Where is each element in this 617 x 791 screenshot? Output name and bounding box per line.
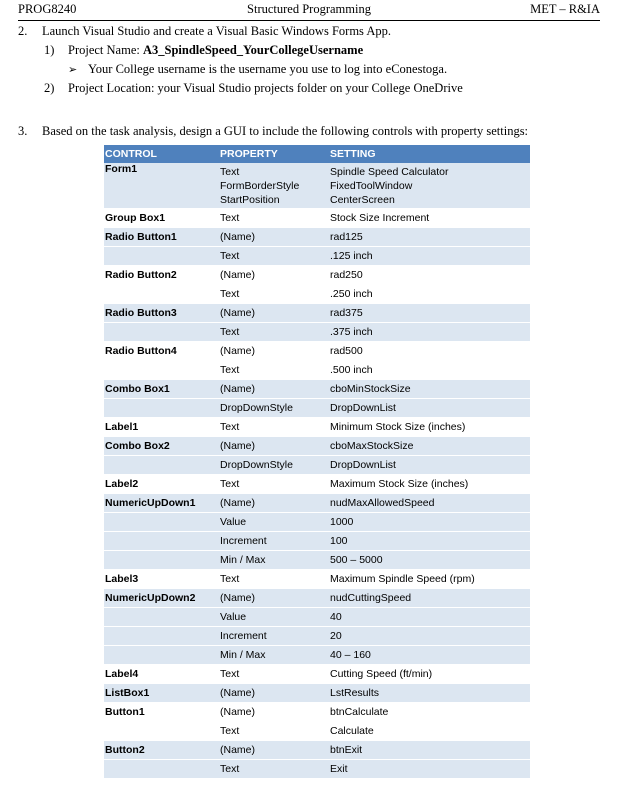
setting-cell [330, 551, 530, 570]
course-title: Structured Programming [247, 2, 371, 16]
table-row [104, 266, 530, 285]
control-cell [104, 247, 220, 266]
table-row [104, 285, 530, 304]
property-cell [220, 494, 330, 513]
control-cell [104, 456, 220, 475]
setting-cell [330, 475, 530, 494]
setting-value: 500 – 5000 [330, 554, 383, 566]
table-row [104, 361, 530, 380]
property-cell [220, 532, 330, 551]
setting-cell [330, 608, 530, 627]
control-name: Button1 [105, 706, 145, 718]
table-row [104, 532, 530, 551]
control-property-table [104, 145, 530, 779]
property-cell [220, 380, 330, 399]
step-3 [18, 124, 528, 139]
setting-value: cboMinStockSize [330, 383, 411, 395]
control-name: NumericUpDown1 [105, 497, 196, 509]
control-cell [104, 646, 220, 665]
control-cell [104, 722, 220, 741]
property-name: (Name) [220, 231, 256, 243]
step-2-sub-2-number: 2) [44, 81, 55, 95]
setting-value: Spindle Speed Calculator [330, 165, 449, 178]
control-cell [104, 513, 220, 532]
username-note: Your College username is the username you use to log into eConestoga. [88, 62, 448, 76]
property-name: DropDownStyle [220, 459, 293, 471]
setting-value: nudMaxAllowedSpeed [330, 497, 435, 509]
setting-cell [330, 665, 530, 684]
setting-cell [330, 494, 530, 513]
property-name: Value [220, 611, 247, 623]
page-header [18, 0, 600, 21]
control-name: NumericUpDown2 [105, 592, 196, 604]
control-cell [104, 684, 220, 703]
step-3-text: Based on the task analysis, design a GUI to include the following controls with property settings: [42, 124, 529, 138]
property-cell [220, 456, 330, 475]
control-cell [104, 494, 220, 513]
table-row [104, 684, 530, 703]
property-cell [220, 228, 330, 247]
property-cell [220, 209, 330, 228]
property-name: (Name) [220, 383, 256, 395]
table-row [104, 741, 530, 760]
control-cell [104, 532, 220, 551]
control-cell [104, 627, 220, 646]
setting-value: cboMaxStockSize [330, 440, 414, 452]
setting-value: Exit [330, 763, 348, 775]
property-cell [220, 342, 330, 361]
control-name: Combo Box2 [105, 440, 170, 452]
step-2-bullet [68, 62, 447, 77]
table-row [104, 399, 530, 418]
control-cell [104, 323, 220, 342]
table-row [104, 209, 530, 228]
control-cell [104, 209, 220, 228]
setting-value: Calculate [330, 725, 374, 737]
table-header-row [104, 145, 530, 163]
setting-cell [330, 304, 530, 323]
control-name: Group Box1 [105, 212, 166, 224]
setting-value: .125 inch [330, 250, 373, 262]
property-cell [220, 589, 330, 608]
property-name: FormBorderStyle [220, 179, 300, 192]
control-cell [104, 437, 220, 456]
setting-cell [330, 589, 530, 608]
control-cell [104, 589, 220, 608]
table-row [104, 304, 530, 323]
table-row [104, 380, 530, 399]
property-name: Text [220, 421, 240, 433]
step-2-sub-1 [44, 43, 363, 58]
setting-value: btnExit [330, 744, 363, 756]
property-name: (Name) [220, 345, 256, 357]
setting-cell [330, 266, 530, 285]
setting-cell [330, 646, 530, 665]
setting-cell [330, 247, 530, 266]
setting-value: FixedToolWindow [330, 179, 413, 192]
setting-value: nudCuttingSpeed [330, 592, 412, 604]
table-row [104, 247, 530, 266]
property-name: Increment [220, 630, 267, 642]
property-name: (Name) [220, 307, 256, 319]
control-name: Label1 [105, 421, 139, 433]
table-row [104, 646, 530, 665]
property-name: (Name) [220, 687, 256, 699]
control-cell [104, 741, 220, 760]
property-name: (Name) [220, 497, 256, 509]
property-cell [220, 684, 330, 703]
step-2-sub-1-number: 1) [44, 43, 55, 57]
control-name: Label2 [105, 478, 139, 490]
control-name: Label3 [105, 573, 139, 585]
property-cell [220, 722, 330, 741]
setting-cell [330, 513, 530, 532]
setting-value: 40 [330, 611, 342, 623]
table-row [104, 722, 530, 741]
table-row [104, 589, 530, 608]
property-cell [220, 608, 330, 627]
setting-value: CenterScreen [330, 193, 395, 206]
property-name: Text [220, 326, 240, 338]
control-cell [104, 380, 220, 399]
control-cell [104, 163, 220, 209]
property-cell [220, 163, 330, 209]
property-cell [220, 361, 330, 380]
setting-cell [330, 437, 530, 456]
control-name: Form1 [105, 163, 138, 175]
property-name: Text [220, 668, 240, 680]
property-name: Min / Max [220, 649, 266, 661]
setting-cell [330, 703, 530, 722]
setting-value: rad250 [330, 269, 363, 281]
control-cell [104, 418, 220, 437]
property-name: Increment [220, 535, 267, 547]
property-name: Text [220, 288, 240, 300]
table-row [104, 513, 530, 532]
setting-value: rad500 [330, 345, 363, 357]
setting-value: 100 [330, 535, 348, 547]
header-property: PROPERTY [220, 145, 330, 163]
control-name: Combo Box1 [105, 383, 170, 395]
control-name: Radio Button2 [105, 269, 177, 281]
control-cell [104, 475, 220, 494]
setting-cell [330, 228, 530, 247]
table-row [104, 608, 530, 627]
header-setting: SETTING [330, 145, 530, 163]
arrow-bullet-icon: ➢ [68, 63, 78, 76]
table-row [104, 760, 530, 779]
control-cell [104, 342, 220, 361]
control-name: Button2 [105, 744, 145, 756]
table-row [104, 323, 530, 342]
setting-cell [330, 380, 530, 399]
setting-cell [330, 361, 530, 380]
property-name: Text [220, 165, 240, 178]
property-cell [220, 304, 330, 323]
property-cell [220, 741, 330, 760]
property-name: Text [220, 250, 240, 262]
step-2 [18, 24, 391, 39]
property-name: (Name) [220, 269, 256, 281]
setting-value: rad125 [330, 231, 363, 243]
property-cell [220, 551, 330, 570]
control-cell [104, 551, 220, 570]
setting-cell [330, 722, 530, 741]
control-cell [104, 228, 220, 247]
setting-value: DropDownList [330, 402, 396, 414]
control-cell [104, 703, 220, 722]
property-cell [220, 627, 330, 646]
property-cell [220, 570, 330, 589]
project-location-text: Project Location: your Visual Studio projects folder on your College OneDrive [68, 81, 463, 95]
control-name: ListBox1 [105, 687, 150, 699]
setting-value: LstResults [330, 687, 380, 699]
setting-cell [330, 399, 530, 418]
property-name: Text [220, 364, 240, 376]
property-cell [220, 646, 330, 665]
property-name: StartPosition [220, 193, 280, 206]
control-name: Label4 [105, 668, 139, 680]
step-2-sub-2 [44, 81, 463, 96]
control-cell [104, 361, 220, 380]
property-name: Text [220, 212, 240, 224]
property-cell [220, 665, 330, 684]
setting-value: .250 inch [330, 288, 373, 300]
control-cell [104, 665, 220, 684]
control-cell [104, 304, 220, 323]
program-code: MET – R&IA [530, 2, 600, 16]
table-row [104, 665, 530, 684]
setting-cell [330, 163, 530, 209]
property-cell [220, 418, 330, 437]
project-name-value: A3_SpindleSpeed_YourCollegeUsername [142, 43, 364, 57]
setting-value: DropDownList [330, 459, 396, 471]
property-cell [220, 703, 330, 722]
header-control: CONTROL [104, 145, 220, 163]
setting-cell [330, 342, 530, 361]
table-row [104, 228, 530, 247]
property-name: Text [220, 763, 240, 775]
setting-value: Stock Size Increment [330, 212, 430, 224]
setting-value: btnCalculate [330, 706, 389, 718]
table-row [104, 342, 530, 361]
control-cell [104, 399, 220, 418]
property-name: (Name) [220, 706, 256, 718]
setting-cell [330, 627, 530, 646]
table-row [104, 418, 530, 437]
control-cell [104, 608, 220, 627]
table-row [104, 627, 530, 646]
table-row [104, 456, 530, 475]
setting-cell [330, 741, 530, 760]
property-cell [220, 513, 330, 532]
property-cell [220, 437, 330, 456]
setting-value: .500 inch [330, 364, 373, 376]
setting-cell [330, 456, 530, 475]
setting-value: Maximum Spindle Speed (rpm) [330, 573, 475, 585]
setting-value: 20 [330, 630, 342, 642]
setting-cell [330, 532, 530, 551]
property-name: (Name) [220, 592, 256, 604]
property-name: (Name) [220, 744, 256, 756]
property-name: Min / Max [220, 554, 266, 566]
table-row [104, 475, 530, 494]
property-cell [220, 247, 330, 266]
setting-value: 1000 [330, 516, 354, 528]
step-2-number: 2. [18, 24, 28, 38]
setting-value: rad375 [330, 307, 363, 319]
property-name: DropDownStyle [220, 402, 293, 414]
step-3-number: 3. [18, 124, 28, 138]
table-row [104, 551, 530, 570]
table-row [104, 163, 530, 209]
property-cell [220, 760, 330, 779]
step-2-text: Launch Visual Studio and create a Visual Basic Windows Forms App. [42, 24, 391, 38]
setting-value: 40 – 160 [330, 649, 371, 661]
property-name: (Name) [220, 440, 256, 452]
property-cell [220, 399, 330, 418]
setting-cell [330, 418, 530, 437]
control-name: Radio Button4 [105, 345, 177, 357]
table-row [104, 437, 530, 456]
property-cell [220, 285, 330, 304]
setting-cell [330, 570, 530, 589]
property-name: Text [220, 478, 240, 490]
setting-cell [330, 684, 530, 703]
property-cell [220, 323, 330, 342]
control-cell [104, 570, 220, 589]
table-row [104, 570, 530, 589]
setting-cell [330, 209, 530, 228]
table-row [104, 494, 530, 513]
control-cell [104, 285, 220, 304]
setting-value: Cutting Speed (ft/min) [330, 668, 433, 680]
property-name: Value [220, 516, 247, 528]
setting-cell [330, 285, 530, 304]
property-name: Text [220, 725, 240, 737]
control-cell [104, 266, 220, 285]
course-code: PROG8240 [18, 2, 77, 16]
setting-value: Minimum Stock Size (inches) [330, 421, 466, 433]
control-name: Radio Button3 [105, 307, 177, 319]
property-cell [220, 475, 330, 494]
setting-cell [330, 760, 530, 779]
property-name: Text [220, 573, 240, 585]
control-name: Radio Button1 [105, 231, 177, 243]
setting-value: Maximum Stock Size (inches) [330, 478, 469, 490]
table-row [104, 703, 530, 722]
property-cell [220, 266, 330, 285]
project-name-label: Project Name: [68, 43, 143, 57]
control-cell [104, 760, 220, 779]
setting-cell [330, 323, 530, 342]
setting-value: .375 inch [330, 326, 373, 338]
